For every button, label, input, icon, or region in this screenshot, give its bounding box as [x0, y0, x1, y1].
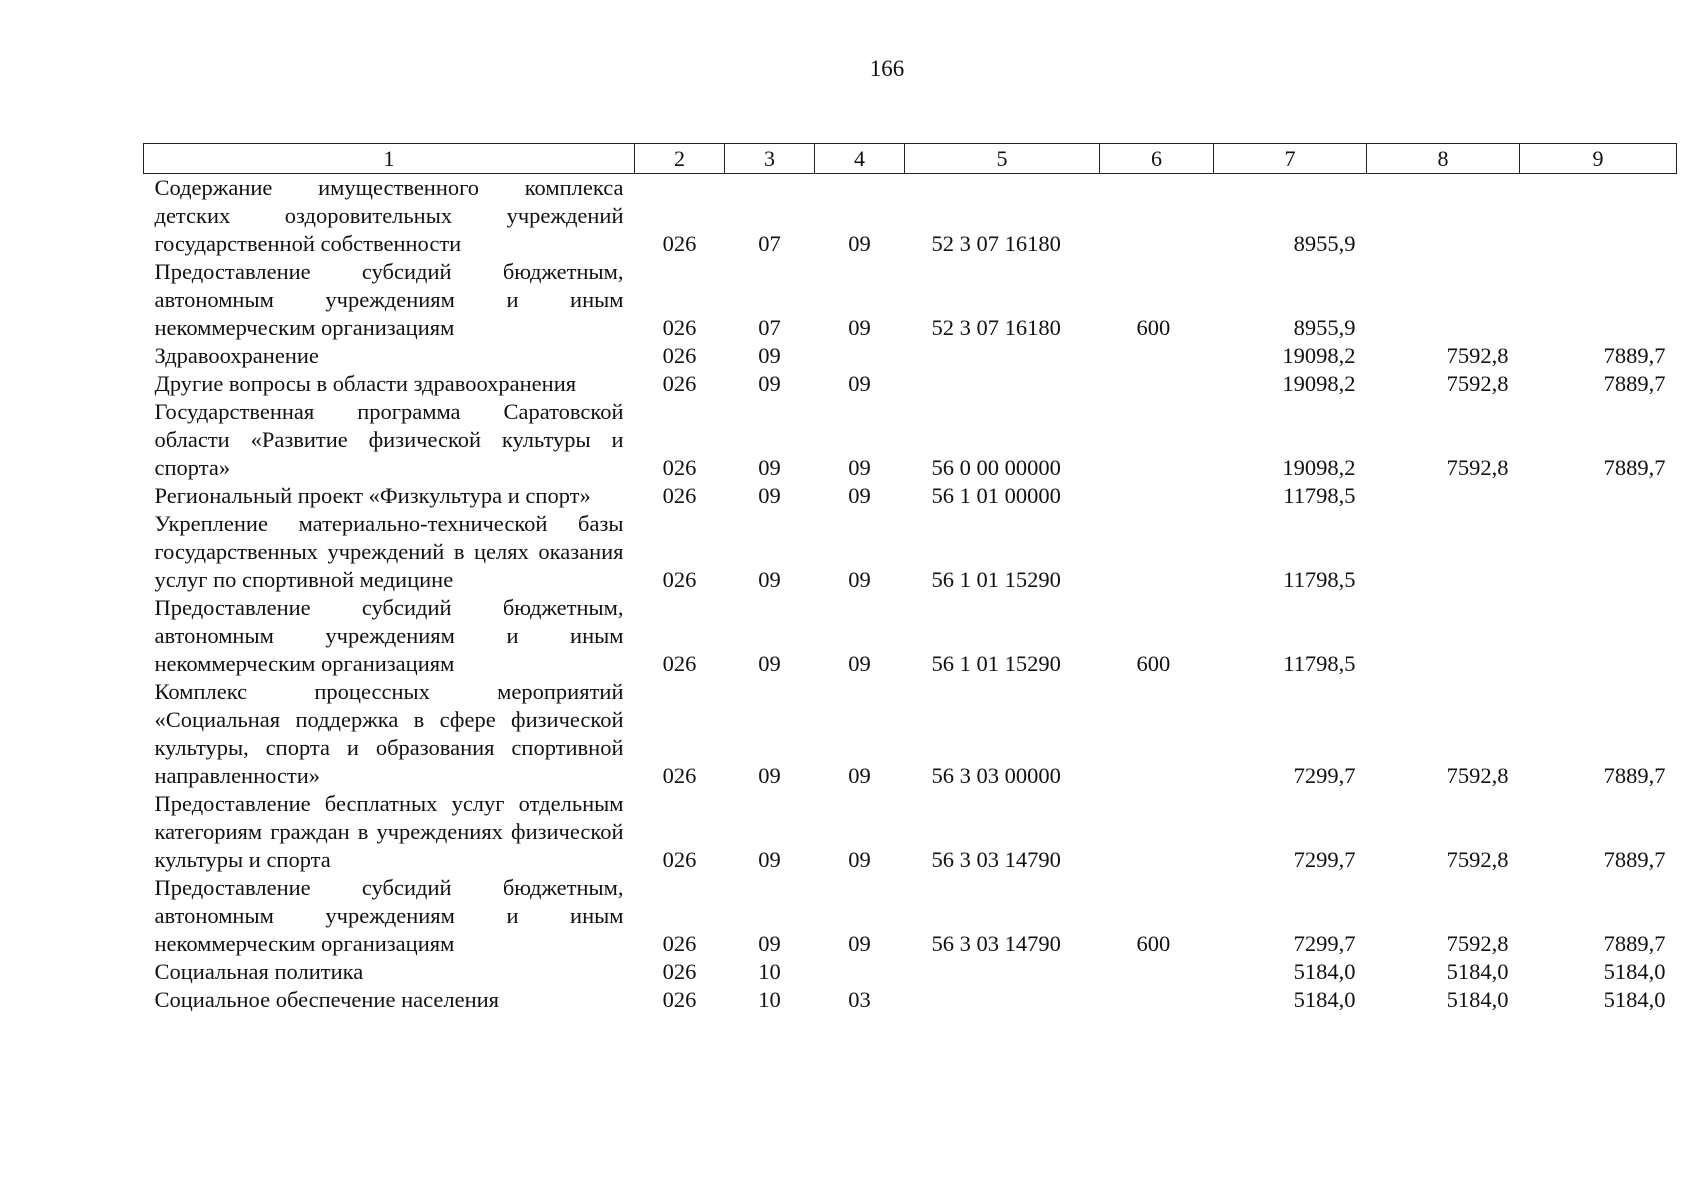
header-cell: 3	[725, 144, 815, 174]
cell-col3: 10	[758, 959, 781, 984]
cell-col7: 19098,2	[1282, 455, 1356, 480]
page-number: 166	[869, 56, 905, 81]
cell-col5: 56 3 03 14790	[931, 931, 1061, 956]
table-row	[144, 174, 1677, 259]
cell-col8	[1367, 258, 1520, 342]
cell-col7: 19098,2	[1282, 371, 1356, 396]
cell-col6	[1100, 678, 1214, 790]
cell-col6	[1100, 174, 1214, 259]
table-row	[144, 342, 1677, 370]
cell-col3: 07	[758, 315, 781, 340]
header-cell: 7	[1214, 144, 1367, 174]
cell-col9	[1520, 482, 1677, 510]
cell-col4: 09	[848, 371, 871, 396]
cell-col9: 5184,0	[1603, 959, 1666, 984]
cell-col9	[1520, 594, 1677, 678]
cell-col2: 026	[662, 315, 697, 340]
row-name: Государственная программа Саратовской области «Развитие физической культуры и спорта»	[154, 399, 624, 480]
cell-col9: 7889,7	[1603, 763, 1666, 788]
cell-col8: 7592,8	[1446, 931, 1509, 956]
cell-col5: 56 0 00 00000	[931, 455, 1061, 480]
table-row	[144, 958, 1677, 986]
cell-col5	[905, 370, 1100, 398]
cell-col8: 7592,8	[1446, 371, 1509, 396]
header-row	[144, 144, 1677, 174]
cell-col2: 026	[662, 959, 697, 984]
cell-col4: 03	[848, 987, 871, 1012]
cell-col5: 56 3 03 14790	[931, 847, 1061, 872]
cell-col3: 09	[758, 931, 781, 956]
cell-col6	[1100, 370, 1214, 398]
cell-col2: 026	[662, 931, 697, 956]
cell-col6	[1100, 986, 1214, 1014]
row-name: Социальная политика	[154, 959, 364, 984]
cell-col5: 52 3 07 16180	[931, 231, 1061, 256]
cell-col4: 09	[848, 567, 871, 592]
cell-col4	[815, 958, 905, 986]
cell-col3: 09	[758, 483, 781, 508]
row-name: Комплекс процессных мероприятий «Социальная поддержка в сфере физической культуры, спорта и образования спортивной направленности»	[154, 679, 624, 788]
cell-col9: 7889,7	[1603, 847, 1666, 872]
cell-col7: 7299,7	[1293, 931, 1356, 956]
cell-col9	[1520, 510, 1677, 594]
cell-col9	[1520, 174, 1677, 259]
row-name: Предоставление субсидий бюджетным, автономным учреждениям и иным некоммерческим организациям	[154, 875, 624, 956]
cell-col8	[1367, 510, 1520, 594]
cell-col3: 10	[758, 987, 781, 1012]
header-cell: 6	[1100, 144, 1214, 174]
header-cell: 2	[635, 144, 725, 174]
cell-col3: 09	[758, 763, 781, 788]
cell-col6	[1100, 790, 1214, 874]
header-cell: 9	[1520, 144, 1677, 174]
cell-col8	[1367, 594, 1520, 678]
cell-col6	[1100, 958, 1214, 986]
cell-col3: 09	[758, 343, 781, 368]
cell-col7: 11798,5	[1283, 567, 1356, 592]
cell-col6: 600	[1136, 651, 1171, 676]
cell-col3: 09	[758, 371, 781, 396]
cell-col5: 56 3 03 00000	[931, 763, 1061, 788]
cell-col4: 09	[848, 847, 871, 872]
cell-col5: 56 1 01 15290	[931, 651, 1061, 676]
row-name: Другие вопросы в области здравоохранения	[154, 371, 577, 396]
cell-col6	[1100, 510, 1214, 594]
cell-col4: 09	[848, 455, 871, 480]
header-cell: 5	[905, 144, 1100, 174]
cell-col5	[905, 986, 1100, 1014]
cell-col4	[815, 342, 905, 370]
cell-col4: 09	[848, 931, 871, 956]
cell-col7: 8955,9	[1293, 315, 1356, 340]
table-row	[144, 370, 1677, 398]
cell-col4: 09	[848, 763, 871, 788]
cell-col7: 11798,5	[1283, 651, 1356, 676]
cell-col8: 5184,0	[1446, 987, 1509, 1012]
cell-col9: 7889,7	[1603, 931, 1666, 956]
cell-col8: 7592,8	[1446, 763, 1509, 788]
cell-col6	[1100, 398, 1214, 482]
cell-col2: 026	[662, 455, 697, 480]
cell-col4: 09	[848, 483, 871, 508]
cell-col5: 56 1 01 00000	[931, 483, 1061, 508]
cell-col2: 026	[662, 231, 697, 256]
cell-col2: 026	[662, 987, 697, 1012]
table-row	[144, 678, 1677, 790]
table-row	[144, 510, 1677, 594]
cell-col5	[905, 958, 1100, 986]
cell-col8: 5184,0	[1446, 959, 1509, 984]
cell-col7: 5184,0	[1293, 959, 1356, 984]
cell-col9	[1520, 258, 1677, 342]
cell-col2: 026	[662, 567, 697, 592]
cell-col2: 026	[662, 371, 697, 396]
cell-col6: 600	[1136, 931, 1171, 956]
table-row	[144, 258, 1677, 342]
cell-col5	[905, 342, 1100, 370]
cell-col9: 7889,7	[1603, 371, 1666, 396]
cell-col8	[1367, 174, 1520, 259]
cell-col5: 52 3 07 16180	[931, 315, 1061, 340]
row-name: Предоставление субсидий бюджетным, автономным учреждениям и иным некоммерческим организациям	[154, 595, 624, 676]
cell-col8	[1367, 482, 1520, 510]
cell-col7: 11798,5	[1283, 483, 1356, 508]
row-name: Предоставление бесплатных услуг отдельным категориям граждан в учреждениях физической культуры и спорта	[154, 791, 624, 872]
table-row	[144, 790, 1677, 874]
table-row	[144, 482, 1677, 510]
table-row	[144, 986, 1677, 1014]
cell-col2: 026	[662, 343, 697, 368]
cell-col6: 600	[1136, 315, 1171, 340]
row-name: Укрепление материально-технической базы государственных учреждений в целях оказания услуг по спортивной медицине	[154, 511, 624, 592]
row-name: Предоставление субсидий бюджетным, автономным учреждениям и иным некоммерческим организациям	[154, 259, 624, 340]
cell-col7: 5184,0	[1293, 987, 1356, 1012]
cell-col9: 5184,0	[1603, 987, 1666, 1012]
cell-col7: 7299,7	[1293, 847, 1356, 872]
row-name: Содержание имущественного комплекса детских оздоровительных учреждений государственной собственности	[154, 175, 624, 256]
cell-col8: 7592,8	[1446, 455, 1509, 480]
cell-col6	[1100, 482, 1214, 510]
cell-col4: 09	[848, 231, 871, 256]
row-name: Региональный проект «Физкультура и спорт»	[154, 483, 591, 508]
header-cell: 1	[144, 144, 635, 174]
cell-col5: 56 1 01 15290	[931, 567, 1061, 592]
cell-col3: 09	[758, 651, 781, 676]
cell-col7: 7299,7	[1293, 763, 1356, 788]
cell-col9: 7889,7	[1603, 343, 1666, 368]
row-name: Социальное обеспечение населения	[154, 987, 500, 1012]
header-cell: 4	[815, 144, 905, 174]
cell-col6	[1100, 342, 1214, 370]
cell-col2: 026	[662, 651, 697, 676]
cell-col3: 09	[758, 567, 781, 592]
row-name: Здравоохранение	[154, 343, 319, 368]
table-row	[144, 874, 1677, 958]
cell-col3: 07	[758, 231, 781, 256]
cell-col7: 8955,9	[1293, 231, 1356, 256]
cell-col2: 026	[662, 847, 697, 872]
cell-col3: 09	[758, 847, 781, 872]
budget-table	[143, 143, 1677, 1014]
cell-col4: 09	[848, 651, 871, 676]
header-cell: 8	[1367, 144, 1520, 174]
table-row	[144, 398, 1677, 482]
cell-col8: 7592,8	[1446, 343, 1509, 368]
cell-col8: 7592,8	[1446, 847, 1509, 872]
table-row	[144, 594, 1677, 678]
cell-col9: 7889,7	[1603, 455, 1666, 480]
cell-col2: 026	[662, 483, 697, 508]
cell-col2: 026	[662, 763, 697, 788]
cell-col7: 19098,2	[1282, 343, 1356, 368]
cell-col4: 09	[848, 315, 871, 340]
cell-col3: 09	[758, 455, 781, 480]
